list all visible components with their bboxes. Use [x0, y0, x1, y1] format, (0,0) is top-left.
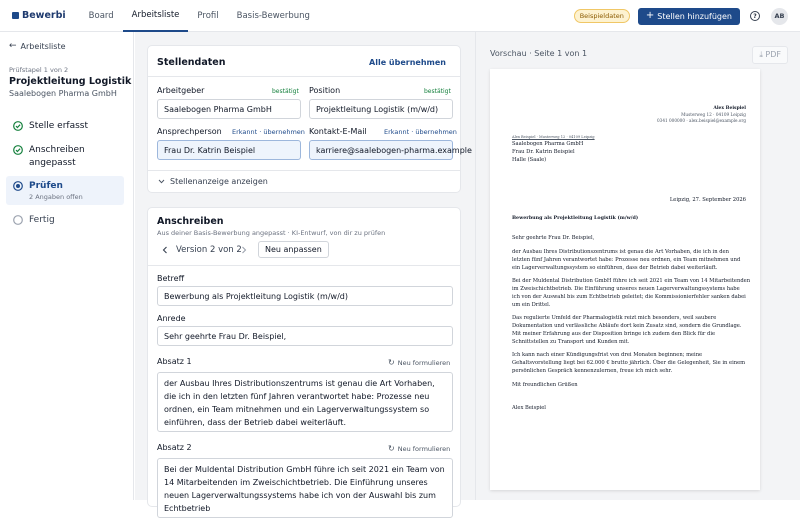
letter-closing: Mit freundlichen Grüßen	[512, 382, 578, 388]
step-fertig[interactable]	[6, 210, 124, 231]
step-label: Fertig	[29, 215, 55, 225]
letter-p1-line3: ein Lagerverwaltungssystem so einführen, dass der Betrieb dabei weiterläuft.	[512, 265, 718, 271]
empty-circle-icon	[13, 215, 23, 225]
letter-p3-line2: Dokumentation und verlässliche Abläufe dort kein Zusatz sind, sondern die Grundlage.	[512, 323, 742, 329]
letter-date: Leipzig, 27. September 2026	[669, 197, 746, 203]
position-input[interactable]: Projektleitung Logistik (m/w/d)	[309, 99, 453, 119]
main-nav	[80, 0, 319, 32]
pdf-download-button[interactable]	[752, 46, 788, 64]
recipient-line-3: Halle (Saale)	[512, 157, 547, 163]
letter-p1-line2: letzten fünf Jahren verantwortet habe: Prozesse neu ordnen, ein Team mitnehmen und	[512, 257, 741, 263]
step-sublabel: 2 Angaben offen	[29, 193, 83, 201]
divider	[148, 170, 460, 171]
reformulate-paragraph1-button[interactable]	[388, 358, 450, 367]
salutation-label: Anrede	[157, 314, 186, 323]
contact-person-input[interactable]: Frau Dr. Katrin Beispiel	[157, 140, 301, 160]
cover-letter-title: Anschreiben	[157, 216, 224, 227]
return-address-line: Alex Beispiel · Musterweg 12 · 04109 Leipzig	[512, 135, 595, 139]
letter-subject: Bewerbung als Projektleitung Logistik (m/w/d)	[512, 215, 639, 221]
nav-basis-bewerbung[interactable]: Basis-Bewerbung	[236, 10, 310, 21]
arrow-left-icon: ←	[9, 41, 17, 51]
step-anschreiben-angepasst[interactable]	[6, 140, 124, 174]
letter-p2-line3: ich von der Auswahl bis zum Echtbetrieb geleitet; die Kommissionierfehler sanken dabei	[512, 294, 746, 300]
step-label: Prüfen	[29, 181, 63, 191]
add-jobs-label: Stellen hinzufügen	[657, 11, 732, 21]
position-label: Position	[309, 86, 341, 95]
avatar[interactable]: AB	[771, 8, 788, 25]
letter-p4-line1: Ich kann nach einer Kündigungsfrist von drei Monaten beginnen; meine	[512, 352, 703, 358]
back-link-label: Arbeitsliste	[20, 41, 66, 51]
step-pruefen[interactable]	[6, 176, 124, 205]
letter-p3-line1: Das regulierte Umfeld der Pharmalogistik reizt mich besonders, weil saubere	[512, 315, 717, 321]
subject-input[interactable]: Bewerbung als Projektleitung Logistik (m/w/d)	[157, 286, 453, 306]
brand-name: Bewerbi	[22, 10, 66, 21]
top-navigation	[0, 0, 800, 32]
nav-profil[interactable]: Profil	[197, 10, 219, 21]
job-data-card	[147, 45, 472, 193]
step-label: Anschreiben angepasst	[29, 145, 85, 168]
divider	[148, 76, 460, 77]
download-icon: ⤓	[759, 50, 763, 59]
nav-board[interactable]: Board	[88, 10, 114, 21]
employer-input[interactable]: Saalebogen Pharma GmbH	[157, 99, 301, 119]
recipient-line-1: Saalebogen Pharma GmbH	[512, 141, 584, 147]
divider	[148, 265, 460, 266]
reformulate-label: Neu formulieren	[397, 358, 451, 367]
employer-label: Arbeitgeber	[157, 86, 205, 95]
check-circle-icon	[13, 121, 23, 131]
employer-status: bestätigt	[272, 88, 299, 95]
reformulate-label: Neu formulieren	[397, 444, 451, 453]
preview-panel	[475, 32, 800, 500]
show-ad-label: Stellenanzeige anzeigen	[170, 177, 268, 186]
step-stelle-erfasst[interactable]	[6, 116, 124, 137]
back-link[interactable]	[9, 41, 66, 51]
paragraph1-label: Absatz 1	[157, 357, 192, 366]
contact-person-label: Ansprechperson	[157, 127, 222, 136]
paragraph2-textarea[interactable]: Bei der Muldental Distribution GmbH führe ich seit 2021 ein Team von 14 Mitarbeitenden im Zweischichtbetrieb. Die Einführung unseres neuen Lagerverwaltungssystems habe ich von der Auswahl bis zum Echtbetrieb	[157, 458, 453, 518]
letter-salutation: Sehr geehrte Frau Dr. Beispiel,	[512, 235, 595, 241]
cover-letter-subtitle: Aus deiner Basis-Bewerbung angepasst · KI-Entwurf, von dir zu prüfen	[157, 229, 386, 237]
contact-person-accept[interactable]: Erkannt · übernehmen	[232, 128, 305, 136]
paragraph2-label: Absatz 2	[157, 443, 192, 452]
logo-mark	[12, 12, 19, 19]
letter-p2-line1: Bei der Muldental Distribution GmbH führe ich seit 2021 ein Team von 14 Mitarbeitenden	[512, 278, 751, 284]
job-title: Projektleitung Logistik	[9, 76, 132, 87]
job-data-title: Stellendaten	[157, 57, 226, 68]
help-icon[interactable]: ?	[750, 11, 760, 21]
top-actions	[574, 0, 788, 32]
demo-data-badge: Beispieldaten	[574, 9, 630, 23]
company-name: Saalebogen Pharma GmbH	[9, 89, 117, 98]
letter-p4-line3: persönlichen Gespräch kennenzulernen, freue ich mich sehr.	[512, 368, 673, 374]
letter-signature: Alex Beispiel	[512, 405, 546, 411]
salutation-input[interactable]: Sehr geehrte Frau Dr. Beispiel,	[157, 326, 453, 346]
refresh-icon: ↻	[388, 444, 395, 453]
check-circle-icon	[13, 145, 23, 155]
recipient-line-2: Frau Dr. Katrin Beispiel	[512, 149, 575, 155]
step-label: Stelle erfasst	[29, 121, 89, 131]
nav-arbeitsliste[interactable]: Arbeitsliste	[123, 0, 189, 32]
position-status: bestätigt	[424, 88, 451, 95]
radio-dot-icon	[13, 181, 23, 191]
paragraph1-textarea[interactable]: der Ausbau Ihres Distributionszentrums ist genau die Art Vorhaben, die ich in den letzten fünf Jahren verantwortet habe: Prozesse neu ordnen, ein Team mitnehmen und ein Lagerverwaltungssystem so einführen, dass der Betrieb dabei weiterläuft.	[157, 372, 453, 432]
preview-header: Vorschau · Seite 1 von 1	[490, 49, 588, 58]
show-ad-toggle[interactable]	[158, 177, 268, 186]
contact-email-input[interactable]: karriere@saalebogen-pharma.example	[309, 140, 453, 160]
chevron-right-icon[interactable]	[241, 246, 247, 254]
pdf-label: PDF	[765, 50, 781, 59]
letter-preview	[490, 69, 760, 490]
sender-street: Musterweg 12 · 04109 Leipzig	[681, 112, 746, 117]
readjust-button[interactable]: Neu anpassen	[258, 241, 329, 258]
plus-icon: +	[645, 10, 655, 21]
subject-label: Betreff	[157, 274, 185, 283]
apply-all-button[interactable]: Alle übernehmen	[369, 58, 446, 67]
sender-name: Alex Beispiel	[713, 106, 746, 111]
version-indicator: Version 2 von 2	[176, 245, 242, 255]
main-panel	[135, 32, 475, 513]
contact-email-accept[interactable]: Erkannt · übernehmen	[384, 128, 457, 136]
contact-email-label: Kontakt-E-Mail	[309, 127, 367, 136]
letter-p3-line4: Schnittstellen zu Transport und Kunden mit.	[512, 339, 630, 345]
chevron-down-icon	[158, 178, 165, 185]
brand-logo[interactable]	[12, 10, 66, 21]
chevron-left-icon[interactable]	[162, 246, 168, 254]
reformulate-paragraph2-button[interactable]	[388, 444, 450, 453]
letter-p4-line2: Gehaltsvorstellung liegt bei 62.000 € brutto jährlich. Über die Gelegenheit, Sie in einem	[512, 360, 746, 366]
sidebar	[0, 32, 134, 500]
add-jobs-button[interactable]	[638, 8, 740, 25]
cover-letter-card	[147, 207, 461, 513]
sender-contact: 0341 000000 · alex.beispiel@example.org	[657, 118, 746, 123]
letter-p3-line3: Mit meiner Erfahrung aus der Disposition bringe ich zudem den Blick für die	[512, 331, 716, 337]
letter-p2-line4: um ein Drittel.	[512, 302, 551, 308]
letter-p1-line1: der Ausbau Ihres Distributionszentrums ist genau die Art Vorhaben, die ich in den	[512, 249, 729, 255]
batch-counter: Prüfstapel 1 von 2	[9, 66, 69, 74]
letter-p2-line2: im Zweischichtbetrieb. Die Einführung unseres neuen Lagerverwaltungssystems habe	[512, 286, 740, 292]
refresh-icon: ↻	[388, 358, 395, 367]
